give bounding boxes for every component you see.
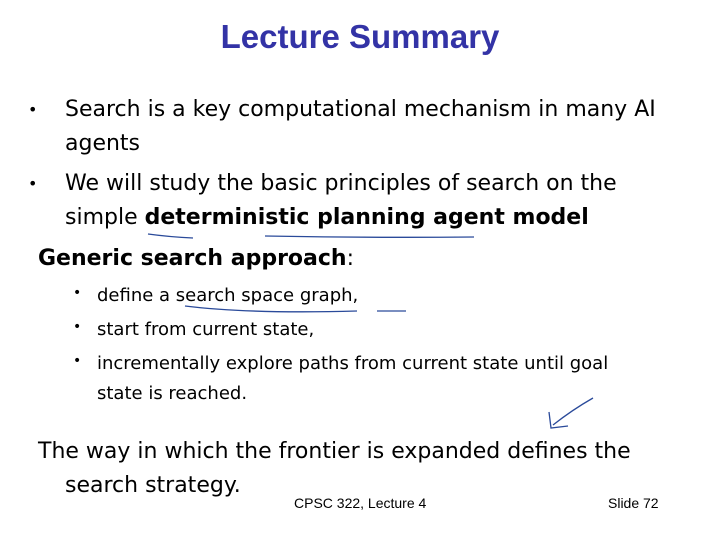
sub-bullet-3-cont: state is reached.: [97, 383, 248, 404]
bullet-icon: •: [28, 100, 38, 119]
bullet-2-line-1: We will study the basic principles of search on the: [65, 171, 617, 196]
sub-bullet-icon: •: [73, 285, 82, 301]
ink-underline-deterministic: [148, 234, 193, 238]
closing-line-1: The way in which the frontier is expanded defines the: [38, 439, 631, 464]
sub-bullet-1: define a search space graph,: [97, 285, 359, 306]
bullet-icon: •: [28, 174, 38, 193]
bullet-2-line-2-bold: deterministic planning agent model: [144, 205, 589, 230]
bullet-1-line-2: agents: [65, 131, 141, 156]
footer-slide-number: Slide 72: [608, 495, 659, 511]
ink-underline-search-space: [185, 306, 357, 312]
generic-heading-colon: :: [346, 246, 355, 271]
bullet-2-line-2: [65, 205, 589, 230]
closing-line-2: search strategy.: [65, 473, 241, 498]
bullet-2-line-2-plain: simple: [65, 205, 145, 230]
generic-heading-label: Generic search approach: [38, 246, 347, 271]
slide-title: Lecture Summary: [220, 18, 500, 55]
footer-course: CPSC 322, Lecture 4: [294, 495, 427, 511]
ink-underline-planning-agent: [265, 236, 474, 237]
generic-heading: [38, 246, 354, 271]
ink-arrow-icon: [549, 398, 593, 428]
sub-bullet-3: incrementally explore paths from current state until goal: [97, 353, 609, 374]
sub-bullet-icon: •: [73, 353, 82, 369]
bullet-1-line-1: Search is a key computational mechanism in many AI: [65, 97, 656, 122]
sub-bullet-icon: •: [73, 319, 82, 335]
sub-bullet-2: start from current state,: [97, 319, 315, 340]
